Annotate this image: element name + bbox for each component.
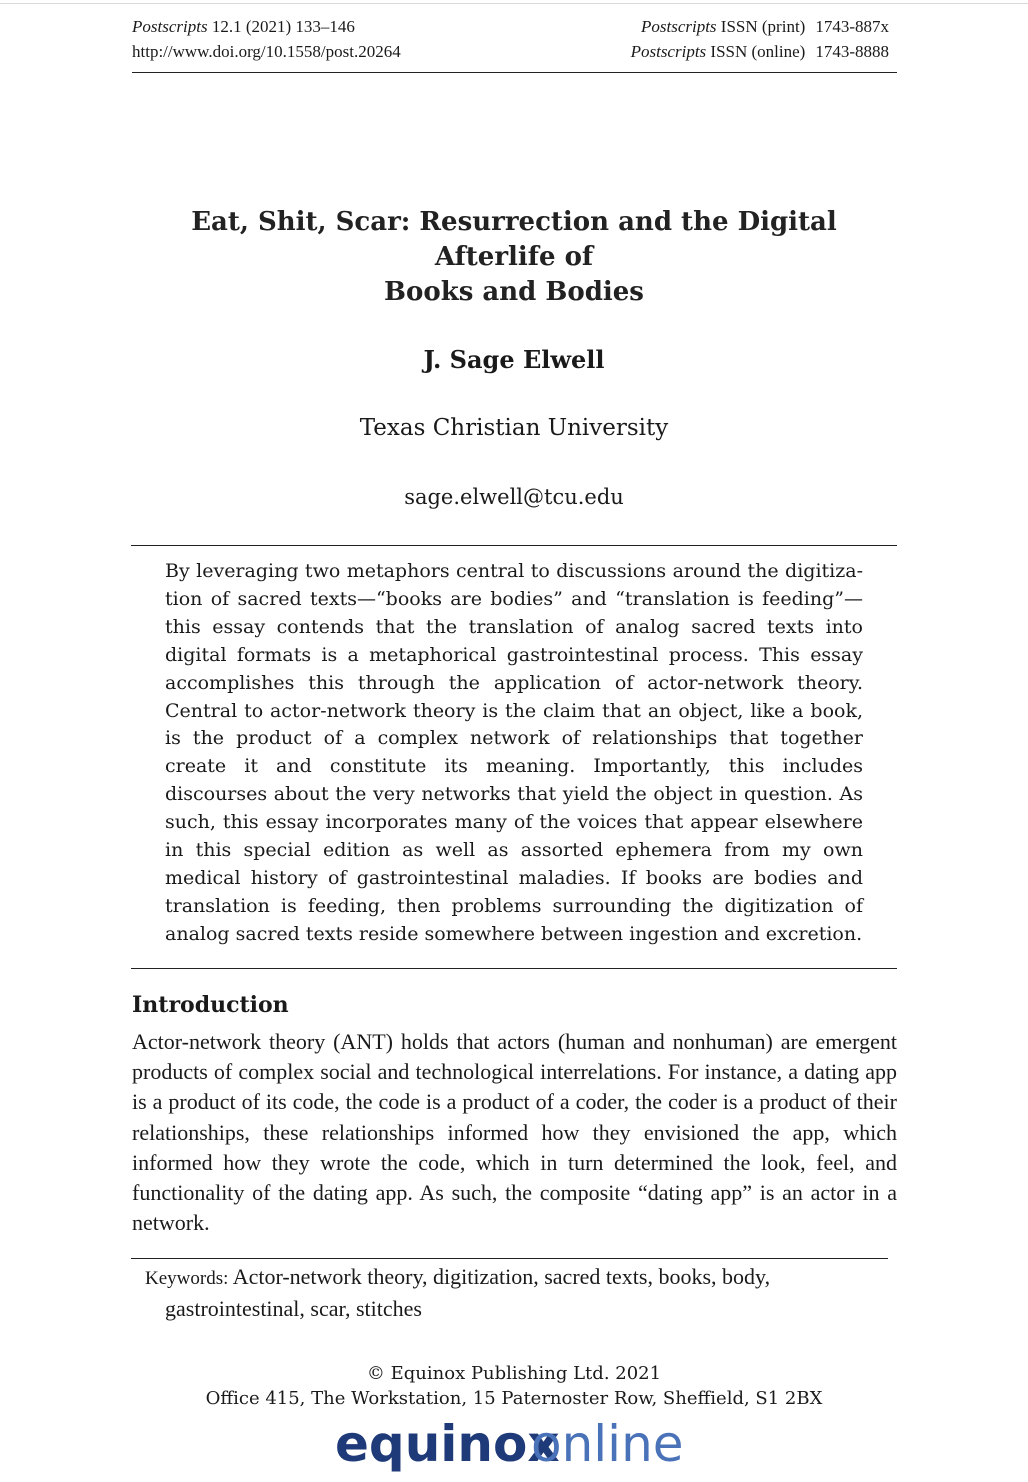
title-line-1: Eat, Shit, Scar: Resurrection and the Digital Afterlife of bbox=[191, 207, 837, 272]
top-border-line bbox=[0, 3, 1028, 4]
journal-name-print: Postscripts bbox=[640, 17, 717, 36]
issn-print-value: 1743-887x bbox=[815, 17, 889, 36]
article-title bbox=[140, 205, 888, 310]
keywords-text: Actor-network theory, digitization, sacred texts, books, body, gastrointestinal, scar, stitches bbox=[165, 1264, 771, 1321]
keywords-rule bbox=[131, 1258, 888, 1259]
logo-text-online: online bbox=[531, 1415, 684, 1473]
publisher-footer bbox=[0, 1361, 1028, 1411]
publisher-address: Office 415, The Workstation, 15 Paternoster Row, Sheffield, S1 2BX bbox=[205, 1388, 823, 1409]
equinox-logo-svg bbox=[324, 1413, 704, 1475]
abstract-top-rule bbox=[131, 545, 897, 546]
author-name: J. Sage Elwell bbox=[423, 345, 605, 374]
logo-text-equinox: equinox bbox=[335, 1415, 560, 1473]
volume-info: 12.1 (2021) 133–146 bbox=[211, 17, 355, 36]
journal-name-online: Postscripts bbox=[630, 42, 707, 61]
journal-header bbox=[132, 14, 897, 74]
author-affiliation: Texas Christian University bbox=[359, 415, 669, 441]
keywords bbox=[145, 1262, 915, 1324]
abstract-text: By leveraging two metaphors central to discussions around the digitization of sacred texts—“books are bodies” and “translation is feeding”—this essay contends that the translation of analog sacred texts into digital formats is a metaphorical gastrointestinal process. This essay accomplishes this through the application of actor-network theory. Central to actor-network theory is the claim that an object, like a book, is the product of a complex network of relationships that together create it and constitute its meaning. Importantly, this includes discourses about the very networks that yield the object in question. As such, this essay incorporates many of the voices that appear elsewhere in this special edition as well as assorted ephemera from my own medical history of gastrointestinal maladies. If books are bodies and translation is feeding, then problems surrounding the digitization of analog sacred texts reside somewhere between ingestion and excretion. bbox=[165, 560, 863, 945]
issn-online-label: ISSN (online) bbox=[710, 42, 806, 61]
keywords-label: Keywords: bbox=[145, 1268, 229, 1289]
citation-line bbox=[132, 14, 401, 39]
introduction-paragraph: Actor-network theory (ANT) holds that actors (human and nonhuman) are emergent products of complex social and technological interrelations. For instance, a dating app is a product of its code, the code is a product of a coder, the coder is a product of their relationships, these relationships informed how they envisioned the app, which informed how they wrote the code, which in turn determined the look, feel, and functionality of the dating app. As such, the composite “dating app” is an actor in a network. bbox=[132, 1029, 897, 1236]
copyright-line: © Equinox Publishing Ltd. 2021 bbox=[366, 1363, 662, 1384]
journal-name: Postscripts bbox=[132, 17, 208, 36]
issn-online-value: 1743-8888 bbox=[815, 42, 889, 61]
issn-print-label: ISSN (print) bbox=[720, 17, 806, 36]
abstract-bottom-rule bbox=[131, 968, 897, 969]
header-right bbox=[631, 14, 889, 64]
author-email[interactable]: sage.elwell@tcu.edu bbox=[404, 485, 624, 509]
doi-link[interactable]: http://www.doi.org/10.1558/post.20264 bbox=[132, 42, 401, 61]
header-rule bbox=[132, 72, 897, 73]
introduction-heading: Introduction bbox=[132, 992, 289, 1018]
issn-print-row bbox=[631, 14, 889, 39]
title-line-2: Books and Bodies bbox=[384, 277, 644, 307]
issn-online-row bbox=[631, 39, 889, 64]
header-left bbox=[132, 14, 401, 64]
equinox-online-logo bbox=[0, 1413, 1028, 1479]
